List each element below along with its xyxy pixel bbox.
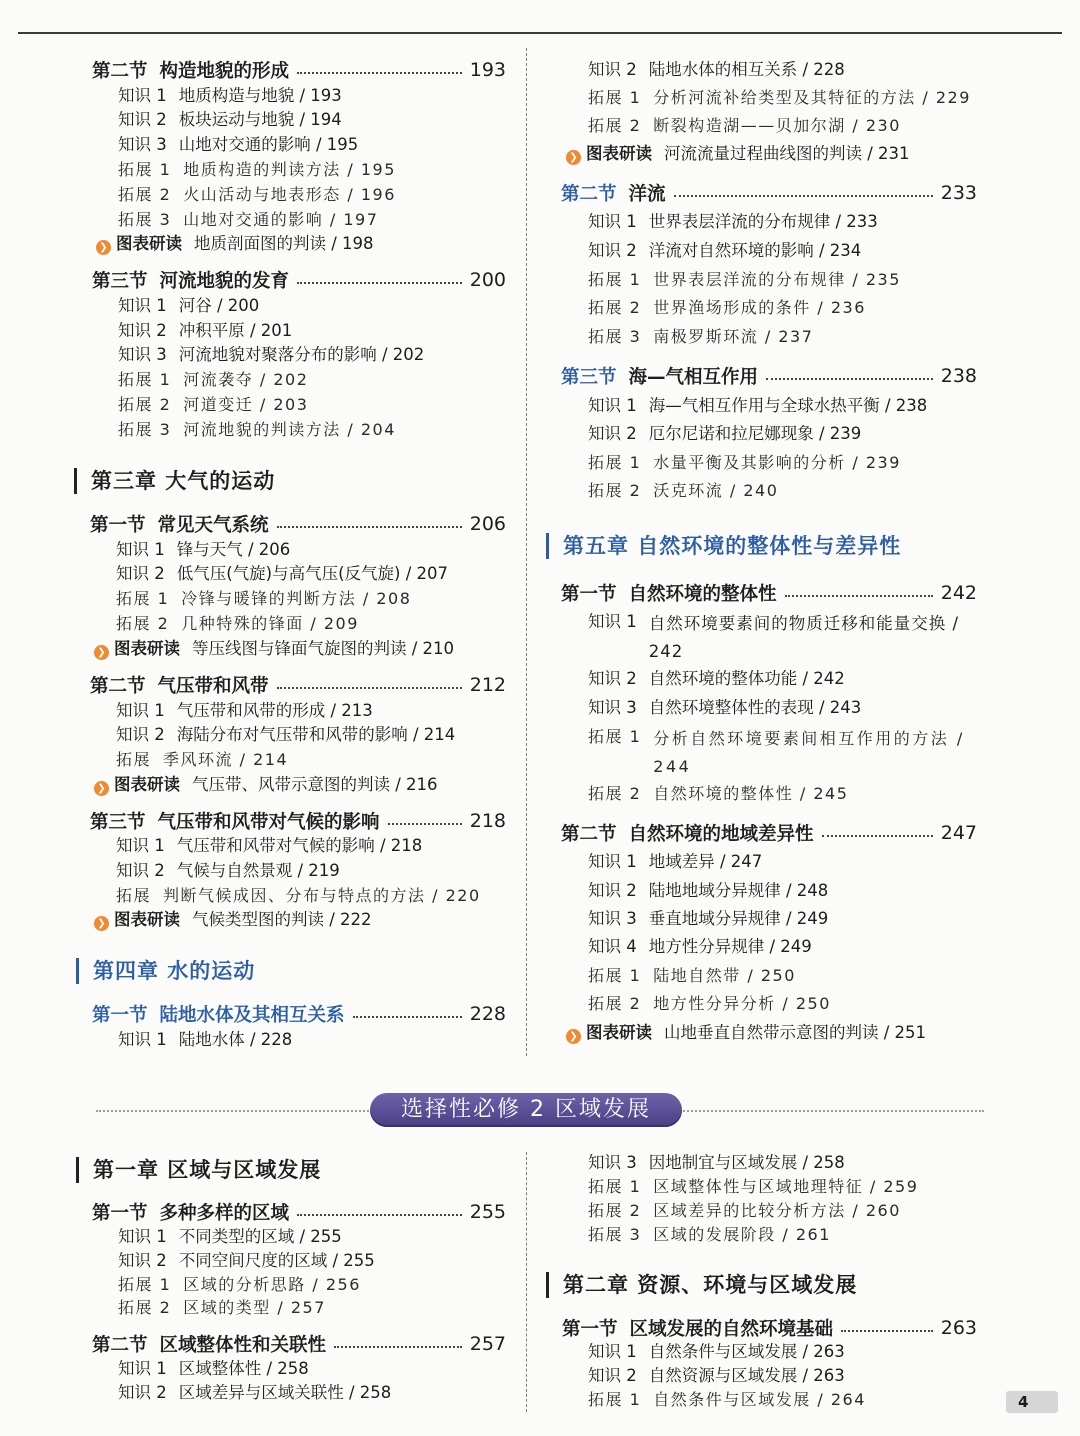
toc-entry[interactable] [588, 696, 861, 720]
entry-text: 冲积平原 / 201 [178, 321, 293, 340]
toc-entry[interactable] [588, 935, 812, 959]
entry-key: 拓展 1 [588, 1177, 642, 1196]
leader-dots [388, 823, 462, 825]
entry-text: 等压线图与锋面气旋图的判读 / 210 [192, 639, 455, 658]
entry-key: 图表研读 [116, 234, 182, 253]
entry-key: 知识 1 [588, 612, 637, 631]
toc-entry[interactable] [588, 964, 796, 988]
entry-text: 垂直地域分异规律 / 249 [648, 909, 829, 928]
entry-text: 河谷 / 200 [178, 296, 260, 315]
section-heading[interactable] [92, 56, 506, 84]
entry-key: 知识 1 [588, 212, 637, 231]
entry-key: 拓展 1 [588, 1390, 642, 1409]
section-label: 第二节 [561, 824, 617, 845]
entry-key: 拓展 2 [116, 614, 170, 633]
section-label: 第三节 [90, 812, 146, 833]
entry-key: 知识 1 [588, 1342, 637, 1361]
toc-entry[interactable] [588, 422, 861, 446]
section-heading[interactable] [561, 362, 977, 390]
toc-entry[interactable] [588, 58, 845, 82]
entry-text: 不同空间尺度的区域 / 255 [178, 1251, 375, 1270]
toc-entry[interactable] [588, 1151, 845, 1175]
entry-key: 知识 2 [588, 241, 637, 260]
toc-entry[interactable] [588, 1388, 866, 1412]
toc-entry[interactable] [588, 907, 828, 931]
section-title: 陆地水体及其相互关系 [159, 1005, 345, 1026]
entry-key: 拓展 [116, 750, 152, 769]
entry-key: 知识 3 [118, 135, 167, 154]
entry-key: 知识 1 [588, 396, 637, 415]
entry-text: 自然条件与区域发展 / 264 [653, 1390, 866, 1409]
toc-entry[interactable] [118, 319, 292, 343]
section-heading[interactable] [90, 807, 506, 835]
entry-text: 气压带和风带对气候的影响 / 218 [176, 836, 423, 855]
toc-entry[interactable] [118, 133, 358, 157]
toc-entry[interactable] [116, 834, 422, 858]
entry-text: 区域差异的比较分析方法 / 260 [653, 1201, 901, 1220]
entry-text: 世界渔场形成的条件 / 236 [653, 298, 866, 317]
entry-text: 自然环境整体性的表现 / 243 [648, 698, 862, 717]
entry-key: 知识 2 [588, 60, 637, 79]
toc-entry[interactable] [118, 1225, 342, 1249]
section-heading[interactable] [561, 179, 977, 207]
toc-entry[interactable] [118, 294, 259, 318]
toc-entry[interactable] [588, 325, 813, 349]
section-title: 海—气相互作用 [628, 367, 759, 388]
entry-text: 山地对交通的影响 / 195 [178, 135, 359, 154]
entry-key: 拓展 2 [118, 395, 172, 414]
page-ref: 212 [469, 674, 506, 696]
section-title: 自然环境的整体性 [628, 584, 777, 605]
section-heading[interactable] [92, 1000, 506, 1028]
entry-text: 区域的分析思路 / 256 [183, 1275, 361, 1294]
entry-key: 知识 4 [588, 937, 637, 956]
section-title: 多种多样的区域 [159, 1203, 290, 1224]
entry-text: 冷锋与暖锋的判断方法 / 208 [181, 589, 412, 608]
entry-text: 自然环境要素间的物质迁移和能量交换 / 242 [648, 614, 960, 661]
entry-text: 陆地地域分异规律 / 248 [648, 881, 829, 900]
entry-text: 洋流对自然环境的影响 / 234 [648, 241, 862, 260]
page-ref: 218 [469, 810, 506, 832]
toc-entry[interactable] [116, 612, 359, 636]
entry-text: 区域差异与区域关联性 / 258 [178, 1383, 392, 1402]
entry-key: 图表研读 [586, 1023, 652, 1042]
toc-entry-chart-reading[interactable] [94, 908, 372, 932]
column-divider-top [526, 48, 527, 1056]
entry-text: 分析自然环境要素间相互作用的方法 / 244 [653, 729, 965, 776]
section-heading[interactable] [90, 510, 506, 538]
toc-entry-chart-reading[interactable] [566, 1021, 926, 1045]
entry-key: 拓展 3 [588, 327, 642, 346]
entry-text: 世界表层洋流的分布规律 / 233 [648, 212, 878, 231]
page-ref: 255 [469, 1201, 506, 1223]
section-title: 自然环境的地域差异性 [628, 824, 814, 845]
toc-entry-chart-reading[interactable] [96, 232, 374, 256]
page-ref: 193 [469, 59, 506, 81]
toc-entry[interactable] [588, 1175, 918, 1199]
toc-entry[interactable] [588, 782, 848, 806]
chapter-heading[interactable]: 第一章 区域与区域发展 [76, 1157, 321, 1183]
entry-text: 火山活动与地表形态 / 196 [183, 185, 396, 204]
entry-key: 图表研读 [114, 775, 180, 794]
section-label: 第三节 [92, 271, 148, 292]
toc-entry[interactable] [116, 538, 290, 562]
section-title: 气压带和风带 [157, 676, 269, 697]
leader-dots [674, 195, 933, 197]
entry-key: 知识 2 [588, 424, 637, 443]
section-heading[interactable] [92, 1330, 506, 1358]
entry-key: 拓展 2 [588, 994, 642, 1013]
section-heading[interactable] [90, 671, 506, 699]
entry-text: 海—气相互作用与全球水热平衡 / 238 [648, 396, 928, 415]
entry-text: 分析河流补给类型及其特征的方法 / 229 [653, 88, 971, 107]
leader-dots [822, 835, 933, 837]
chart-reading-bullet-icon: ❯ [566, 150, 581, 165]
entry-key: 知识 3 [588, 1153, 637, 1172]
page-number: 4 [1006, 1391, 1058, 1413]
section-label: 第一节 [92, 1005, 148, 1026]
toc-entry[interactable] [588, 239, 861, 263]
entry-text: 气压带和风带的形成 / 213 [176, 701, 373, 720]
page-ref: 238 [940, 365, 977, 387]
entry-key: 拓展 1 [588, 270, 642, 289]
entry-text: 河道变迁 / 203 [183, 395, 309, 414]
entry-key: 拓展 2 [588, 784, 642, 803]
page-ref: 257 [469, 1333, 506, 1355]
entry-key: 拓展 3 [588, 1225, 642, 1244]
entry-text: 几种特殊的锋面 / 209 [181, 614, 359, 633]
entry-text: 南极罗斯环流 / 237 [653, 327, 814, 346]
entry-key: 知识 2 [118, 1383, 167, 1402]
entry-text: 地质构造与地貌 / 193 [178, 86, 342, 105]
entry-text: 世界表层洋流的分布规律 / 235 [653, 270, 901, 289]
toc-entry[interactable] [588, 479, 778, 503]
toc-entry[interactable] [116, 562, 448, 586]
entry-text: 自然条件与区域发展 / 263 [648, 1342, 845, 1361]
toc-entry[interactable] [588, 114, 901, 138]
section-title: 气压带和风带对气候的影响 [157, 812, 380, 833]
entry-key: 拓展 1 [588, 88, 642, 107]
section-heading[interactable] [561, 579, 977, 607]
entry-text: 不同类型的区域 / 255 [178, 1227, 342, 1246]
entry-key: 拓展 1 [588, 727, 642, 746]
toc-entry[interactable] [588, 86, 971, 110]
toc-entry[interactable] [118, 1273, 361, 1297]
entry-key: 拓展 2 [588, 116, 642, 135]
entry-key: 拓展 1 [118, 370, 172, 389]
entry-key: 拓展 1 [588, 453, 642, 472]
entry-key: 知识 2 [118, 110, 167, 129]
chart-reading-bullet-icon: ❯ [566, 1029, 581, 1044]
section-label: 第二节 [90, 676, 146, 697]
section-label: 第二节 [92, 1335, 148, 1356]
entry-text: 因地制宜与区域发展 / 258 [648, 1153, 845, 1172]
toc-entry[interactable] [588, 394, 927, 418]
entry-key: 拓展 1 [118, 1275, 172, 1294]
entry-text: 山地对交通的影响 / 197 [183, 210, 379, 229]
entry-text: 气候与自然景观 / 219 [176, 861, 340, 880]
entry-key: 拓展 2 [588, 481, 642, 500]
entry-text: 地质剖面图的判读 / 198 [194, 234, 374, 253]
entry-key: 拓展 2 [118, 1298, 172, 1317]
entry-text: 锋与天气 / 206 [176, 540, 291, 559]
entry-text: 自然环境的整体性 / 245 [653, 784, 849, 803]
toc-entry[interactable] [116, 748, 288, 772]
entry-key: 知识 2 [588, 881, 637, 900]
chapter-heading[interactable]: 第五章 自然环境的整体性与差异性 [546, 533, 901, 559]
entry-text: 气压带、风带示意图的判读 / 216 [192, 775, 438, 794]
entry-text: 地方性分异分析 / 250 [653, 994, 831, 1013]
column-divider-bottom [526, 1152, 527, 1412]
toc-entry[interactable] [118, 208, 378, 232]
chart-reading-bullet-icon: ❯ [94, 645, 109, 660]
entry-text: 板块运动与地貌 / 194 [178, 110, 342, 129]
toc-entry[interactable] [118, 1381, 391, 1405]
entry-key: 知识 1 [118, 1030, 167, 1049]
toc-entry[interactable] [588, 992, 831, 1016]
toc-entry-chart-reading[interactable] [94, 637, 454, 661]
toc-entry[interactable] [118, 108, 342, 132]
page-ref: 206 [469, 513, 506, 535]
leader-dots [334, 1346, 462, 1348]
toc-entry[interactable] [118, 393, 308, 417]
toc-entry[interactable] [588, 451, 901, 475]
toc-entry[interactable] [118, 368, 308, 392]
leader-dots [277, 687, 462, 689]
page-ref: 263 [940, 1317, 977, 1339]
entry-key: 知识 1 [118, 1359, 167, 1378]
toc-entry[interactable] [116, 859, 340, 883]
entry-key: 知识 2 [116, 861, 165, 880]
entry-text: 地质构造的判读方法 / 195 [183, 160, 396, 179]
entry-key: 拓展 2 [588, 1201, 642, 1220]
section-heading[interactable] [561, 819, 977, 847]
entry-key: 知识 2 [118, 1251, 167, 1270]
entry-key: 知识 1 [118, 1227, 167, 1246]
section-title: 区域发展的自然环境基础 [629, 1319, 834, 1340]
toc-entry[interactable] [118, 1249, 375, 1273]
entry-text: 断裂构造湖——贝加尔湖 / 230 [653, 116, 901, 135]
entry-text: 季风环流 / 214 [163, 750, 289, 769]
toc-entry[interactable] [588, 1340, 845, 1364]
entry-text: 水量平衡及其影响的分析 / 239 [653, 453, 901, 472]
toc-entry[interactable] [588, 296, 866, 320]
section-label: 第二节 [92, 61, 148, 82]
entry-text: 自然环境的整体功能 / 242 [648, 669, 845, 688]
entry-key: 知识 2 [116, 725, 165, 744]
entry-key: 知识 1 [116, 836, 165, 855]
toc-entry[interactable] [118, 84, 342, 108]
module-banner: 选择性必修 2 区域发展 [370, 1093, 682, 1127]
toc-entry[interactable] [116, 723, 455, 747]
toc-entry-chart-reading[interactable] [566, 142, 910, 166]
section-label: 第二节 [561, 184, 617, 205]
toc-entry[interactable] [118, 183, 396, 207]
page-ref: 200 [469, 269, 506, 291]
entry-text: 区域整体性 / 258 [178, 1359, 309, 1378]
entry-key: 知识 3 [118, 345, 167, 364]
chapter-heading[interactable]: 第二章 资源、环境与区域发展 [546, 1272, 857, 1298]
toc-entry[interactable] [118, 1357, 309, 1381]
entry-key: 知识 1 [588, 852, 637, 871]
toc-entry[interactable] [588, 667, 845, 691]
entry-text: 判断气候成因、分布与特点的方法 / 220 [163, 886, 481, 905]
section-title: 区域整体性和关联性 [159, 1335, 327, 1356]
toc-entry[interactable] [588, 725, 968, 781]
entry-text: 厄尔尼诺和拉尼娜现象 / 239 [648, 424, 862, 443]
entry-key: 知识 1 [118, 296, 167, 315]
section-label: 第一节 [90, 515, 146, 536]
entry-key: 知识 2 [116, 564, 165, 583]
leader-dots [841, 1330, 933, 1332]
entry-text: 区域整体性与区域地理特征 / 259 [653, 1177, 919, 1196]
section-label: 第三节 [561, 367, 617, 388]
toc-entry[interactable] [118, 343, 424, 367]
entry-key: 知识 1 [116, 701, 165, 720]
entry-text: 自然资源与区域发展 / 263 [648, 1366, 845, 1385]
toc-entry[interactable] [116, 587, 411, 611]
section-heading[interactable] [92, 1198, 506, 1226]
top-rule [18, 32, 1062, 34]
toc-entry[interactable] [118, 1296, 326, 1320]
entry-text: 区域的发展阶段 / 261 [653, 1225, 831, 1244]
section-label: 第一节 [562, 1319, 618, 1340]
toc-entry[interactable] [588, 1199, 901, 1223]
entry-text: 河流流量过程曲线图的判读 / 231 [664, 144, 910, 163]
toc-entry[interactable] [588, 610, 974, 666]
entry-key: 拓展 [116, 886, 152, 905]
entry-key: 拓展 3 [118, 420, 172, 439]
section-heading[interactable] [92, 266, 506, 294]
entry-key: 拓展 2 [588, 298, 642, 317]
entry-key: 知识 3 [588, 909, 637, 928]
entry-key: 拓展 1 [118, 160, 172, 179]
toc-entry[interactable] [588, 879, 828, 903]
leader-dots [297, 282, 462, 284]
section-label: 第一节 [561, 584, 617, 605]
toc-entry[interactable] [116, 884, 481, 908]
entry-key: 图表研读 [114, 639, 180, 658]
entry-key: 知识 2 [588, 1366, 637, 1385]
entry-text: 海陆分布对气压带和风带的影响 / 214 [176, 725, 456, 744]
page-ref: 233 [940, 182, 977, 204]
page-ref: 242 [940, 582, 977, 604]
entry-text: 河流袭夺 / 202 [183, 370, 309, 389]
entry-key: 知识 3 [588, 698, 637, 717]
entry-key: 拓展 1 [116, 589, 170, 608]
toc-entry[interactable] [588, 1364, 845, 1388]
toc-entry[interactable] [118, 1028, 292, 1052]
entry-text: 地方性分异规律 / 249 [648, 937, 812, 956]
entry-text: 低气压(气旋)与高气压(反气旋) / 207 [176, 564, 449, 583]
chapter-heading[interactable]: 第四章 水的运动 [76, 958, 255, 984]
entry-text: 河流地貌对聚落分布的影响 / 202 [178, 345, 425, 364]
entry-text: 沃克环流 / 240 [653, 481, 779, 500]
section-title: 洋流 [628, 184, 666, 205]
page-ref: 247 [940, 822, 977, 844]
chart-reading-bullet-icon: ❯ [96, 240, 111, 255]
entry-key: 知识 1 [116, 540, 165, 559]
leader-dots [297, 72, 462, 74]
entry-key: 知识 2 [588, 669, 637, 688]
entry-key: 知识 1 [118, 86, 167, 105]
toc-entry[interactable] [118, 418, 396, 442]
leader-dots [785, 595, 933, 597]
entry-key: 图表研读 [114, 910, 180, 929]
section-heading[interactable] [562, 1314, 977, 1342]
chart-reading-bullet-icon: ❯ [94, 916, 109, 931]
chart-reading-bullet-icon: ❯ [94, 781, 109, 796]
leader-dots [353, 1016, 462, 1018]
entry-key: 拓展 3 [118, 210, 172, 229]
entry-text: 区域的类型 / 257 [183, 1298, 326, 1317]
entry-text: 陆地水体的相互关系 / 228 [648, 60, 845, 79]
leader-dots [766, 378, 933, 380]
leader-dots [297, 1214, 462, 1216]
chapter-heading[interactable]: 第三章 大气的运动 [74, 468, 275, 494]
entry-text: 河流地貌的判读方法 / 204 [183, 420, 396, 439]
entry-text: 地域差异 / 247 [648, 852, 763, 871]
toc-entry-chart-reading[interactable] [94, 773, 438, 797]
page-ref: 228 [469, 1003, 506, 1025]
toc-entry[interactable] [118, 158, 396, 182]
entry-key: 拓展 2 [118, 185, 172, 204]
toc-entry[interactable] [588, 1223, 831, 1247]
entry-key: 图表研读 [586, 144, 652, 163]
toc-entry[interactable] [588, 850, 762, 874]
entry-key: 知识 2 [118, 321, 167, 340]
section-title: 常见天气系统 [157, 515, 269, 536]
entry-text: 陆地自然带 / 250 [653, 966, 796, 985]
entry-text: 陆地水体 / 228 [178, 1030, 293, 1049]
entry-text: 气候类型图的判读 / 222 [192, 910, 372, 929]
section-label: 第一节 [92, 1203, 148, 1224]
toc-entry[interactable] [116, 699, 373, 723]
leader-dots [277, 526, 462, 528]
entry-text: 山地垂直自然带示意图的判读 / 251 [664, 1023, 927, 1042]
entry-key: 拓展 1 [588, 966, 642, 985]
toc-entry[interactable] [588, 268, 901, 292]
toc-entry[interactable] [588, 210, 878, 234]
section-title: 河流地貌的发育 [159, 271, 290, 292]
section-title: 构造地貌的形成 [159, 61, 290, 82]
